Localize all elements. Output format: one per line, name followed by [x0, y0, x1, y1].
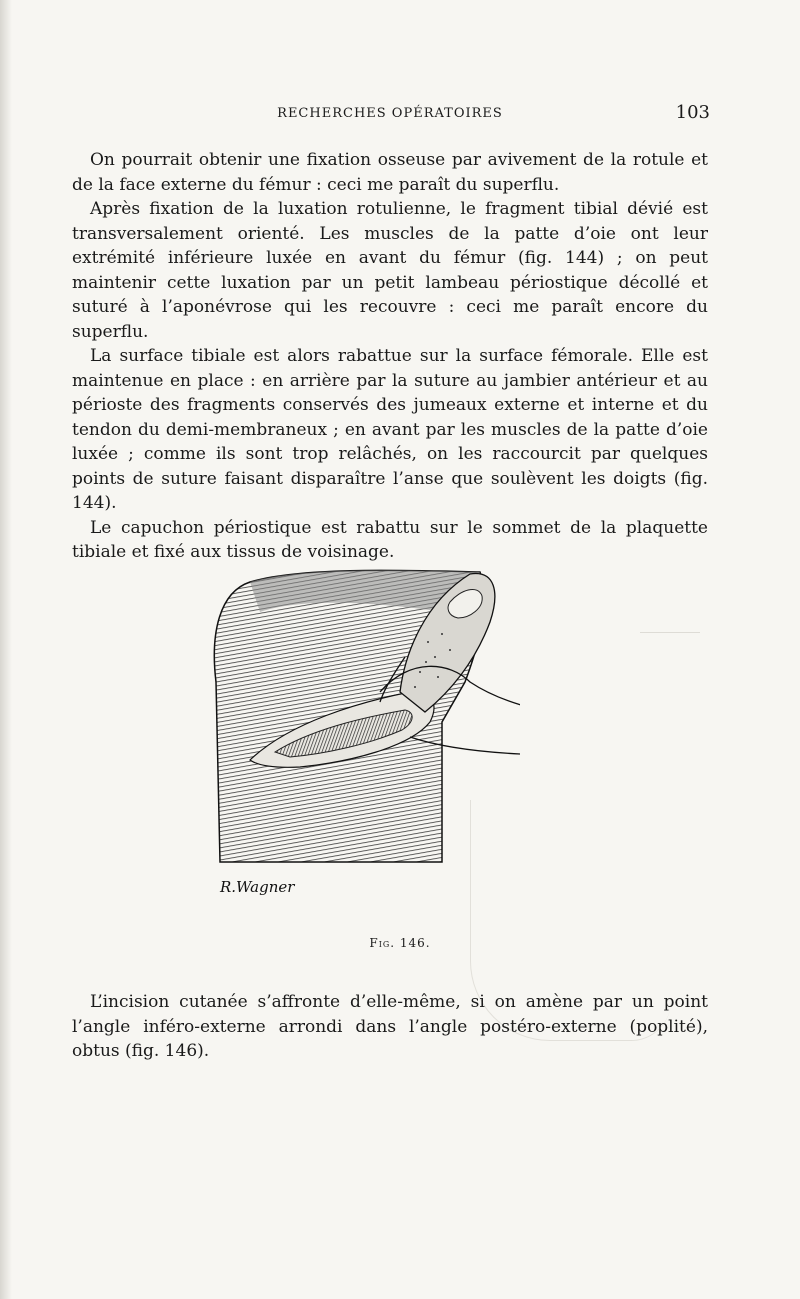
body-text-top	[72, 148, 708, 565]
artist-signature: R.Wagner	[220, 878, 295, 896]
paragraph: Le capuchon périostique est rabattu sur le sommet de la plaquette tibiale et fixé aux tissus de voisinage.	[72, 517, 708, 562]
paragraph: On pourrait obtenir une fixation osseuse par avivement de la rotule et de la face externe du fémur : ceci me paraît du superflu.	[72, 150, 708, 195]
paragraph: Après fixation de la luxation rotulienne, le fragment tibial dévié est transversalement orienté. Les muscles de la patte d’oie ont leur extrémité inférieure luxée en avant du fémur (fig. 144) ; on peut maintenir cette luxation par un petit lambeau périostique décollé et suturé à l’aponévrose qui les recouvre : ceci me paraît encore du superflu.	[72, 199, 708, 342]
page-number: 103	[675, 102, 710, 123]
figure-caption: Fig. 146.	[369, 936, 431, 950]
surgical-illustration	[180, 562, 520, 912]
body-text-bottom	[72, 990, 708, 1064]
page-header	[70, 102, 710, 130]
paragraph: L’incision cutanée s’affronte d’elle-même, si on amène par un point l’angle inféro-externe arrondi dans l’angle postéro-externe (poplité), obtus (fig. 146).	[72, 992, 708, 1061]
page-edge	[0, 0, 12, 1299]
illustration-drawing	[180, 562, 520, 912]
paragraph: La surface tibiale est alors rabattue sur la surface fémorale. Elle est maintenue en place : en arrière par la suture au jambier antérieur et au périoste des fragments conservés des jumeaux externe et interne et du tendon du demi-membraneux ; en avant par les muscles de la patte d’oie luxée ; comme ils sont trop relâchés, on les raccourcit par quelques points de suture faisant disparaître l’anse que soulèvent les doigts (fig. 144).	[72, 346, 708, 513]
running-title: RECHERCHES OPÉRATOIRES	[277, 106, 503, 121]
